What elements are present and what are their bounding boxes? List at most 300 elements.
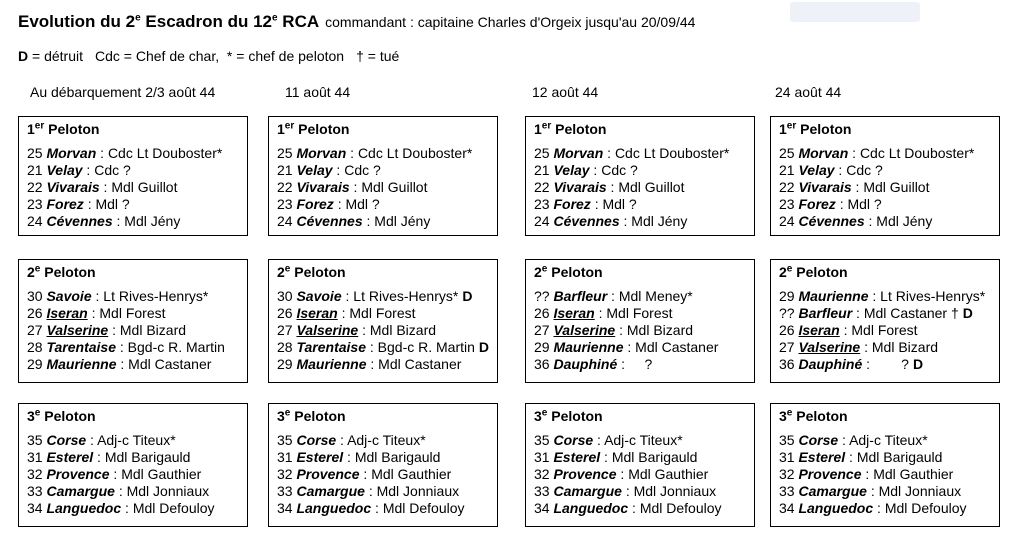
- tank-number: 23: [277, 196, 293, 212]
- tank-name: Esterel: [553, 449, 601, 465]
- tank-row: 34 Languedoc : Mdl Defouloy: [277, 500, 465, 516]
- tank-row: 28 Tarentaise : Bgd-c R. Martin: [27, 339, 225, 355]
- tank-name: Morvan: [798, 145, 849, 161]
- tank-name: Velay: [798, 162, 835, 178]
- tank-row: 31 Esterel : Mdl Barigauld: [277, 449, 441, 465]
- peloton-number: 3: [277, 408, 285, 424]
- tank-commander: Mdl Jény: [124, 213, 181, 229]
- tank-commander: Bgd-c R. Martin: [377, 339, 475, 355]
- tank-number: 24: [534, 213, 550, 229]
- tank-name: Maurienne: [798, 288, 869, 304]
- tank-number: 33: [277, 483, 293, 499]
- tank-commander: Lt Rives-Henrys*: [103, 288, 209, 304]
- tank-number: 29: [779, 288, 795, 304]
- tank-commander: Adj-c Titeux*: [849, 432, 928, 448]
- tank-name: Savoie: [46, 288, 92, 304]
- peloton-title: [277, 264, 346, 280]
- tank-row: 32 Provence : Mdl Gauthier: [779, 466, 954, 482]
- tank-number: 28: [277, 339, 293, 355]
- tank-number: 35: [779, 432, 795, 448]
- tank-commander: Mdl Jény: [374, 213, 431, 229]
- peloton-ordinal: e: [34, 407, 41, 419]
- tank-row: 35 Corse : Adj-c Titeux*: [779, 432, 928, 448]
- tank-commander: Cdc Lt Douboster*: [614, 145, 730, 161]
- tank-row: 24 Cévennes : Mdl Jény: [277, 213, 431, 229]
- tank-row: 24 Cévennes : Mdl Jény: [534, 213, 688, 229]
- tank-number: 34: [277, 500, 293, 516]
- peloton-box-col4-3: [770, 403, 1000, 527]
- tank-row: 32 Provence : Mdl Gauthier: [27, 466, 202, 482]
- peloton-title: [27, 264, 96, 280]
- peloton-ordinal: er: [34, 120, 45, 132]
- peloton-word: Peloton: [40, 408, 96, 424]
- tank-name: Savoie: [296, 288, 342, 304]
- tank-name: Languedoc: [798, 500, 874, 516]
- tank-number: 22: [27, 179, 43, 195]
- tank-number: 25: [534, 145, 550, 161]
- legend-dagger: † = tué: [356, 48, 400, 64]
- tank-name: Provence: [46, 466, 110, 482]
- tank-number: 33: [534, 483, 550, 499]
- tank-number: 33: [779, 483, 795, 499]
- tank-name: Corse: [46, 432, 87, 448]
- tank-row: 33 Camargue : Mdl Jonniaux: [534, 483, 717, 499]
- tank-name: Velay: [553, 162, 590, 178]
- tank-commander: Adj-c Titeux*: [97, 432, 176, 448]
- tank-number: 36: [534, 356, 550, 372]
- tank-list: [27, 145, 243, 230]
- peloton-word: Peloton: [547, 408, 603, 424]
- tank-commander: Mdl Guillot: [111, 179, 178, 195]
- peloton-box-col3-3: [525, 403, 755, 527]
- peloton-title: [779, 264, 848, 280]
- tank-row: 22 Vivarais : Mdl Guillot: [779, 179, 930, 195]
- tank-number: 35: [27, 432, 43, 448]
- tank-commander: Lt Rives-Henrys*: [353, 288, 459, 304]
- tank-commander: Mdl Castaner: [635, 339, 719, 355]
- tank-name: Morvan: [46, 145, 97, 161]
- tank-row: 25 Morvan : Cdc Lt Douboster*: [779, 145, 975, 161]
- tank-commander: Mdl Gauthier: [873, 466, 954, 482]
- peloton-title: [534, 264, 603, 280]
- tank-commander: Adj-c Titeux*: [347, 432, 426, 448]
- tank-number: 27: [27, 322, 43, 338]
- tank-commander: Mdl ?: [602, 196, 637, 212]
- column-header-1: Au débarquement 2/3 août 44: [30, 84, 216, 100]
- column-header-4: 24 août 44: [775, 84, 842, 100]
- tank-number: 21: [27, 162, 43, 178]
- tank-name: Iseran: [553, 305, 595, 321]
- tank-name: Tarentaise: [46, 339, 116, 355]
- tank-commander: Mdl Jonniaux: [878, 483, 962, 499]
- tank-name: Camargue: [296, 483, 365, 499]
- tank-commander: Mdl Forest: [851, 322, 918, 338]
- peloton-word: Peloton: [44, 121, 100, 137]
- tank-row: 23 Forez : Mdl ?: [534, 196, 637, 212]
- tank-row: 36 Dauphiné : ?: [534, 356, 653, 372]
- peloton-word: Peloton: [792, 408, 848, 424]
- tank-name: Morvan: [553, 145, 604, 161]
- tank-row: 29 Maurienne : Lt Rives-Henrys*: [779, 288, 986, 304]
- tank-commander: Mdl Bizard: [626, 322, 694, 338]
- tank-row: 24 Cévennes : Mdl Jény: [27, 213, 181, 229]
- tank-list: [779, 288, 995, 373]
- faded-overlay-box: [790, 2, 920, 22]
- tank-row: 27 Valserine : Mdl Bizard: [27, 322, 187, 338]
- tank-commander: Mdl Gauthier: [628, 466, 709, 482]
- tank-name: Corse: [296, 432, 337, 448]
- tank-name: Vivarais: [553, 179, 607, 195]
- tank-name: Cévennes: [553, 213, 620, 229]
- tank-number: 27: [277, 322, 293, 338]
- peloton-number: 3: [779, 408, 787, 424]
- tank-number: 32: [779, 466, 795, 482]
- tank-commander: Mdl Defouloy: [639, 500, 722, 516]
- tank-row: 34 Languedoc : Mdl Defouloy: [27, 500, 215, 516]
- tank-row: 32 Provence : Mdl Gauthier: [534, 466, 709, 482]
- peloton-ordinal: er: [786, 120, 797, 132]
- tank-name: Cévennes: [296, 213, 363, 229]
- peloton-word: Peloton: [40, 264, 96, 280]
- tank-name: Camargue: [798, 483, 867, 499]
- destroyed-marker: D: [478, 339, 490, 355]
- tank-row: 22 Vivarais : Mdl Guillot: [27, 179, 178, 195]
- tank-commander: Mdl Castaner: [128, 356, 212, 372]
- tank-number: 29: [534, 339, 550, 355]
- tank-row: 26 Iseran : Mdl Forest: [779, 322, 918, 338]
- peloton-title: [277, 121, 349, 137]
- tank-number: 31: [779, 449, 795, 465]
- legend-d-text: = détruit: [28, 48, 83, 64]
- tank-number: 25: [27, 145, 43, 161]
- tank-number: 34: [27, 500, 43, 516]
- tank-name: Languedoc: [46, 500, 122, 516]
- tank-commander: Adj-c Titeux*: [604, 432, 683, 448]
- tank-name: Iseran: [798, 322, 840, 338]
- tank-number: 31: [27, 449, 43, 465]
- peloton-box-col3-2: [525, 259, 755, 383]
- tank-row: 29 Maurienne : Mdl Castaner: [534, 339, 719, 355]
- tank-name: Maurienne: [46, 356, 117, 372]
- tank-commander: Mdl Guillot: [863, 179, 930, 195]
- tank-row: 33 Camargue : Mdl Jonniaux: [27, 483, 210, 499]
- peloton-box-col4-2: [770, 259, 1000, 383]
- tank-number: 31: [534, 449, 550, 465]
- tank-row: 35 Corse : Adj-c Titeux*: [277, 432, 426, 448]
- tank-commander: Cdc Lt Douboster*: [357, 145, 473, 161]
- tank-name: Esterel: [798, 449, 846, 465]
- tank-name: Maurienne: [296, 356, 367, 372]
- peloton-word: Peloton: [796, 121, 852, 137]
- tank-row: 21 Velay : Cdc ?: [27, 162, 131, 178]
- peloton-number: 1: [277, 121, 285, 137]
- tank-name: Valserine: [553, 322, 616, 338]
- peloton-word: Peloton: [792, 264, 848, 280]
- tank-row: 22 Vivarais : Mdl Guillot: [534, 179, 685, 195]
- tank-name: Provence: [798, 466, 862, 482]
- tank-number: 24: [27, 213, 43, 229]
- tank-row: 26 Iseran : Mdl Forest: [534, 305, 673, 321]
- destroyed-marker: D: [462, 288, 473, 304]
- tank-name: Dauphiné: [798, 356, 863, 372]
- tank-row: 26 Iseran : Mdl Forest: [277, 305, 416, 321]
- tank-name: Maurienne: [553, 339, 624, 355]
- peloton-word: Peloton: [290, 264, 346, 280]
- peloton-ordinal: er: [284, 120, 295, 132]
- tank-name: Valserine: [296, 322, 359, 338]
- tank-row: 33 Camargue : Mdl Jonniaux: [277, 483, 460, 499]
- tank-number: 32: [534, 466, 550, 482]
- legend-d-key: D: [18, 48, 29, 64]
- tank-commander: Mdl Jonniaux: [126, 483, 210, 499]
- tank-number: 26: [27, 305, 43, 321]
- peloton-ordinal: e: [34, 263, 41, 275]
- peloton-title: [27, 121, 99, 137]
- peloton-ordinal: e: [541, 263, 548, 275]
- tank-row: 31 Esterel : Mdl Barigauld: [779, 449, 943, 465]
- tank-name: Forez: [798, 196, 836, 212]
- tank-name: Barfleur: [798, 305, 853, 321]
- tank-number: 34: [779, 500, 795, 516]
- tank-name: Valserine: [46, 322, 109, 338]
- peloton-number: 2: [779, 264, 787, 280]
- document-title: [18, 12, 695, 32]
- peloton-box-col1-1: [18, 116, 248, 236]
- tank-row: 31 Esterel : Mdl Barigauld: [27, 449, 191, 465]
- tank-number: 26: [277, 305, 293, 321]
- tank-row: 27 Valserine : Mdl Bizard: [277, 322, 437, 338]
- tank-row: 25 Morvan : Cdc Lt Douboster*: [277, 145, 473, 161]
- tank-number: 28: [27, 339, 43, 355]
- tank-commander: Cdc ?: [601, 162, 638, 178]
- tank-number: 24: [779, 213, 795, 229]
- tank-row: 24 Cévennes : Mdl Jény: [779, 213, 933, 229]
- tank-name: Vivarais: [46, 179, 100, 195]
- tank-commander: Cdc ?: [94, 162, 131, 178]
- column-header-3: 12 août 44: [532, 84, 599, 100]
- peloton-number: 1: [534, 121, 542, 137]
- tank-name: Provence: [296, 466, 360, 482]
- peloton-box-col2-2: [268, 259, 498, 383]
- tank-row: 35 Corse : Adj-c Titeux*: [27, 432, 176, 448]
- tank-name: Esterel: [296, 449, 344, 465]
- tank-list: [277, 432, 493, 517]
- peloton-number: 1: [27, 121, 35, 137]
- peloton-number: 2: [534, 264, 542, 280]
- tank-row: 21 Velay : Cdc ?: [277, 162, 381, 178]
- tank-name: Iseran: [296, 305, 338, 321]
- peloton-box-col4-1: [770, 116, 1000, 236]
- tank-commander: Mdl ?: [345, 196, 380, 212]
- tank-list: [27, 432, 243, 517]
- tank-number: 29: [27, 356, 43, 372]
- legend: [18, 48, 399, 64]
- tank-number: ??: [534, 288, 550, 304]
- tank-list: [534, 288, 750, 373]
- tank-list: [277, 145, 493, 230]
- tank-number: 32: [27, 466, 43, 482]
- tank-commander: Mdl Bizard: [871, 339, 939, 355]
- tank-name: Barfleur: [553, 288, 608, 304]
- tank-row: 27 Valserine : Mdl Bizard: [779, 339, 939, 355]
- tank-commander: Mdl Gauthier: [371, 466, 452, 482]
- tank-name: Corse: [798, 432, 839, 448]
- tank-name: Forez: [46, 196, 84, 212]
- tank-number: 23: [27, 196, 43, 212]
- tank-commander: Mdl Barigauld: [354, 449, 441, 465]
- tank-commander: Mdl Guillot: [618, 179, 685, 195]
- peloton-title: [779, 121, 851, 137]
- title-subtitle: commandant : capitaine Charles d'Orgeix jusqu'au 20/09/44: [325, 14, 696, 30]
- tank-name: Provence: [553, 466, 617, 482]
- tank-commander: Mdl Barigauld: [856, 449, 943, 465]
- tank-name: Morvan: [296, 145, 347, 161]
- tank-commander: Mdl Barigauld: [611, 449, 698, 465]
- peloton-word: Peloton: [294, 121, 350, 137]
- tank-list: [779, 145, 995, 230]
- column-header-2: 11 août 44: [285, 84, 351, 100]
- tank-number: 22: [277, 179, 293, 195]
- tank-number: 25: [779, 145, 795, 161]
- tank-commander: Mdl Bizard: [369, 322, 437, 338]
- tank-commander: Mdl Defouloy: [884, 500, 967, 516]
- peloton-box-col2-3: [268, 403, 498, 527]
- tank-row: 21 Velay : Cdc ?: [534, 162, 638, 178]
- tank-row: 32 Provence : Mdl Gauthier: [277, 466, 452, 482]
- tank-name: Camargue: [553, 483, 622, 499]
- tank-number: 22: [779, 179, 795, 195]
- tank-row: 23 Forez : Mdl ?: [779, 196, 882, 212]
- tank-name: Vivarais: [296, 179, 350, 195]
- tank-number: 33: [27, 483, 43, 499]
- tank-row: ?? Barfleur : Mdl Castaner † D: [779, 305, 973, 321]
- tank-name: Forez: [296, 196, 334, 212]
- peloton-ordinal: e: [541, 407, 548, 419]
- tank-list: [779, 432, 995, 517]
- peloton-number: 3: [534, 408, 542, 424]
- peloton-box-col2-1: [268, 116, 498, 236]
- tank-name: Forez: [553, 196, 591, 212]
- tank-number: 35: [277, 432, 293, 448]
- tank-name: Vivarais: [798, 179, 852, 195]
- tank-commander: Mdl Castaner: [378, 356, 462, 372]
- tank-number: 27: [779, 339, 795, 355]
- tank-name: Valserine: [798, 339, 861, 355]
- tank-commander: Mdl Forest: [349, 305, 416, 321]
- tank-commander: Mdl Jény: [631, 213, 688, 229]
- tank-number: 21: [277, 162, 293, 178]
- tank-commander: Cdc Lt Douboster*: [859, 145, 975, 161]
- tank-number: 25: [277, 145, 293, 161]
- peloton-title: [534, 408, 603, 424]
- tank-row: 30 Savoie : Lt Rives-Henrys* D: [277, 288, 473, 304]
- legend-cdc: Cdc = Chef de char,: [95, 48, 220, 64]
- tank-commander: Mdl Forest: [99, 305, 166, 321]
- tank-row: 22 Vivarais : Mdl Guillot: [277, 179, 428, 195]
- tank-commander: Mdl Forest: [606, 305, 673, 321]
- tank-name: Tarentaise: [296, 339, 366, 355]
- tank-name: Iseran: [46, 305, 88, 321]
- tank-number: 29: [277, 356, 293, 372]
- tank-row: 29 Maurienne : Mdl Castaner: [277, 356, 462, 372]
- tank-list: [277, 288, 493, 373]
- tank-row: 34 Languedoc : Mdl Defouloy: [534, 500, 722, 516]
- tank-number: 36: [779, 356, 795, 372]
- tank-commander: Mdl ?: [95, 196, 130, 212]
- peloton-box-col1-3: [18, 403, 248, 527]
- tank-row: 29 Maurienne : Mdl Castaner: [27, 356, 212, 372]
- tank-commander: Mdl Castaner †: [863, 305, 959, 321]
- tank-commander: Lt Rives-Henrys*: [880, 288, 986, 304]
- tank-commander: Cdc Lt Douboster*: [107, 145, 223, 161]
- tank-commander: Bgd-c R. Martin: [127, 339, 225, 355]
- destroyed-marker: D: [912, 356, 924, 372]
- peloton-title: [277, 408, 346, 424]
- tank-number: 22: [534, 179, 550, 195]
- peloton-number: 2: [277, 264, 285, 280]
- tank-list: [27, 288, 243, 373]
- tank-name: Dauphiné: [553, 356, 618, 372]
- peloton-title: [534, 121, 606, 137]
- tank-row: 36 Dauphiné : ? D: [779, 356, 924, 372]
- tank-row: 25 Morvan : Cdc Lt Douboster*: [534, 145, 730, 161]
- peloton-ordinal: e: [284, 263, 291, 275]
- tank-number: 23: [779, 196, 795, 212]
- tank-list: [534, 145, 750, 230]
- peloton-box-col3-1: [525, 116, 755, 236]
- tank-row: 28 Tarentaise : Bgd-c R. Martin D: [277, 339, 490, 355]
- peloton-title: [779, 408, 848, 424]
- peloton-box-col1-2: [18, 259, 248, 383]
- tank-row: 33 Camargue : Mdl Jonniaux: [779, 483, 962, 499]
- tank-row: 27 Valserine : Mdl Bizard: [534, 322, 694, 338]
- tank-name: Languedoc: [553, 500, 629, 516]
- tank-name: Cévennes: [798, 213, 865, 229]
- tank-row: 26 Iseran : Mdl Forest: [27, 305, 166, 321]
- tank-number: 34: [534, 500, 550, 516]
- tank-name: Velay: [46, 162, 83, 178]
- tank-number: 30: [27, 288, 43, 304]
- tank-commander: ?: [628, 356, 653, 372]
- tank-number: ??: [779, 305, 795, 321]
- peloton-ordinal: e: [786, 407, 793, 419]
- destroyed-marker: D: [962, 305, 973, 321]
- tank-row: 34 Languedoc : Mdl Defouloy: [779, 500, 967, 516]
- tank-row: 25 Morvan : Cdc Lt Douboster*: [27, 145, 223, 161]
- tank-commander: Mdl Jény: [876, 213, 933, 229]
- tank-commander: Mdl Bizard: [119, 322, 187, 338]
- tank-number: 31: [277, 449, 293, 465]
- peloton-word: Peloton: [551, 121, 607, 137]
- peloton-number: 2: [27, 264, 35, 280]
- tank-number: 24: [277, 213, 293, 229]
- peloton-ordinal: er: [541, 120, 552, 132]
- tank-name: Languedoc: [296, 500, 372, 516]
- title-main: Evolution du 2e Escadron du 12e RCA: [18, 12, 320, 31]
- tank-number: 26: [779, 322, 795, 338]
- tank-commander: Cdc ?: [846, 162, 883, 178]
- tank-name: Cévennes: [46, 213, 113, 229]
- peloton-word: Peloton: [547, 264, 603, 280]
- tank-row: 30 Savoie : Lt Rives-Henrys*: [27, 288, 209, 304]
- tank-row: 31 Esterel : Mdl Barigauld: [534, 449, 698, 465]
- tank-name: Velay: [296, 162, 333, 178]
- tank-commander: Mdl Jonniaux: [376, 483, 460, 499]
- tank-commander: Cdc ?: [344, 162, 381, 178]
- peloton-number: 1: [779, 121, 787, 137]
- peloton-number: 3: [27, 408, 35, 424]
- tank-row: ?? Barfleur : Mdl Meney*: [534, 288, 693, 304]
